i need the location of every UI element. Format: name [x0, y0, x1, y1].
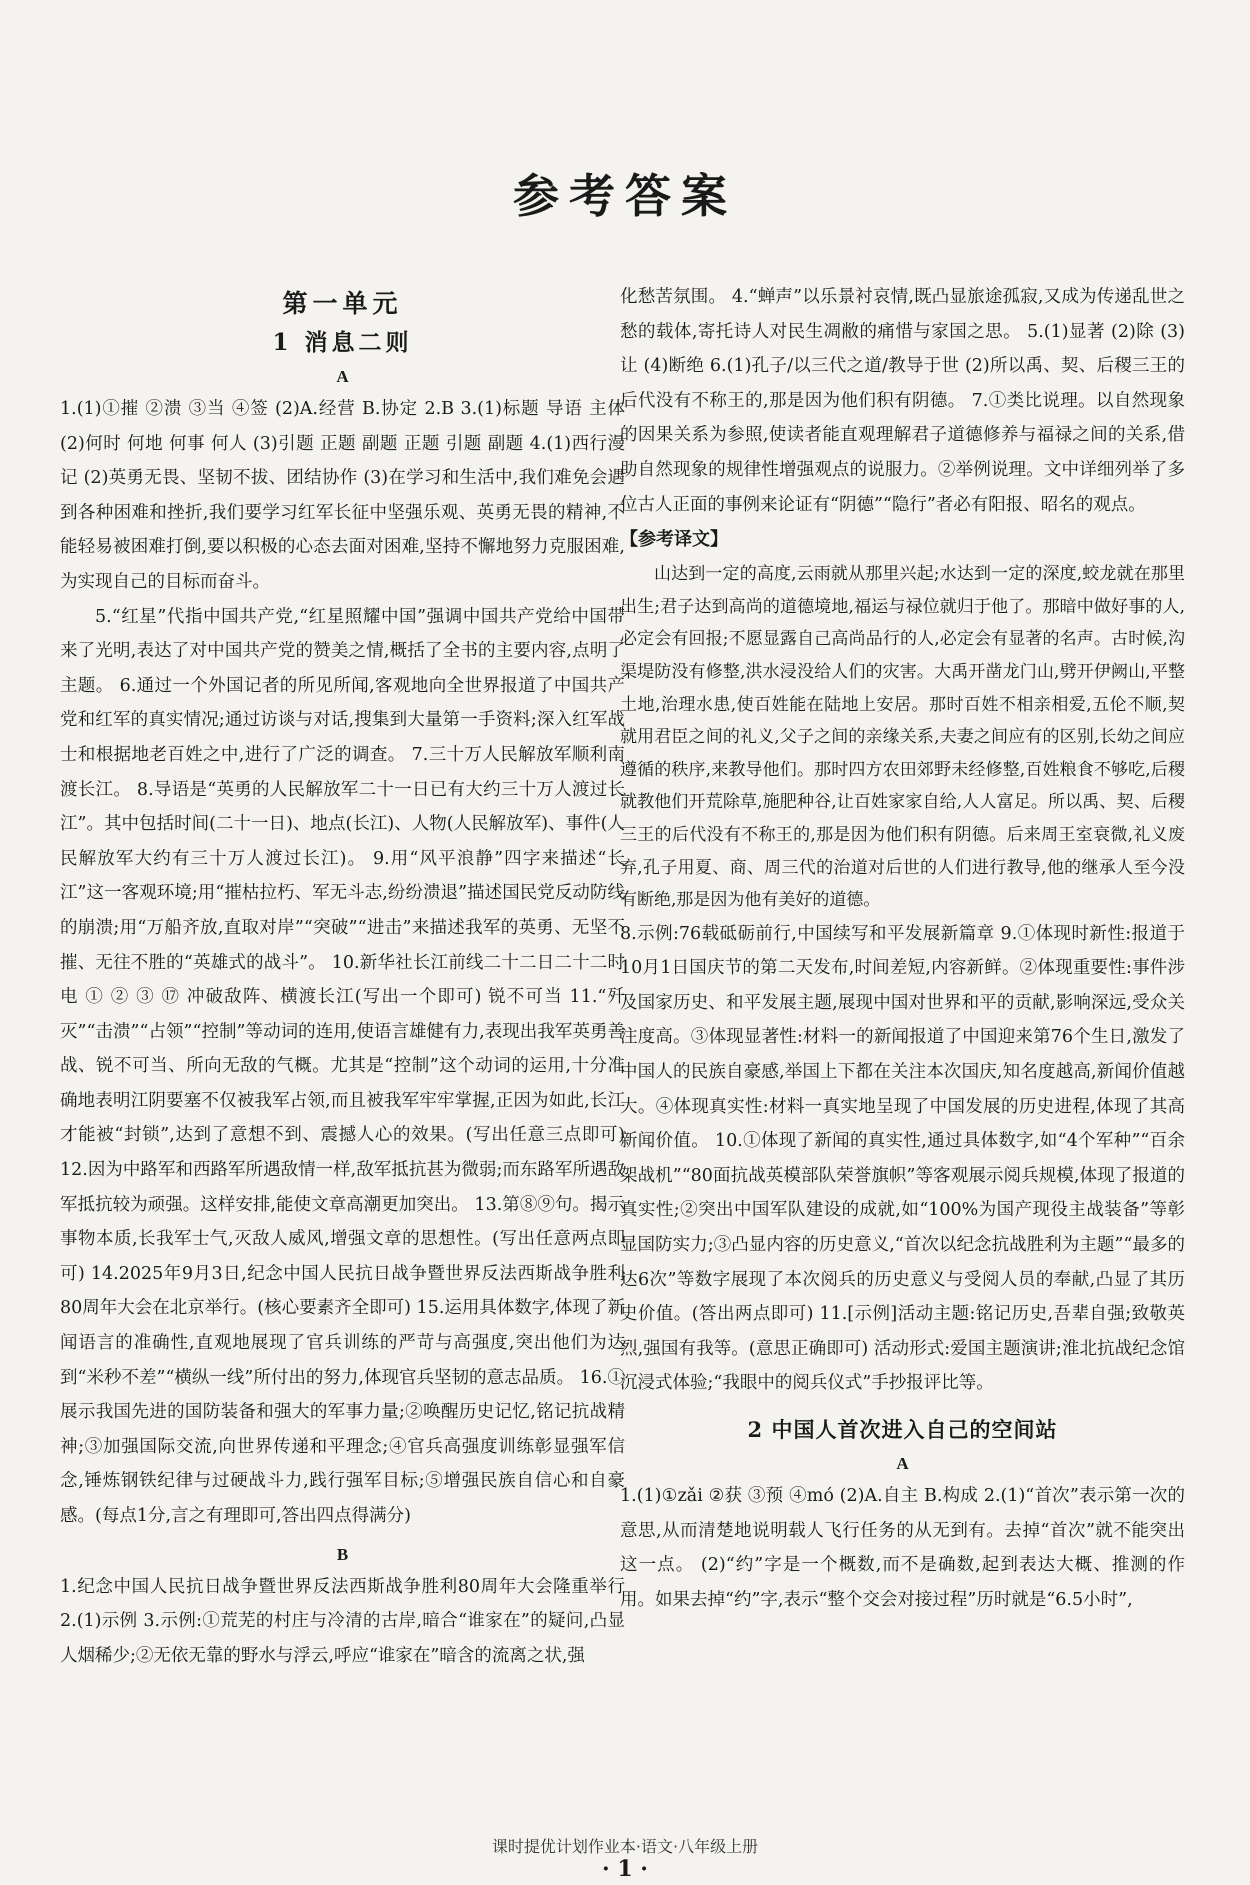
right-column: [620, 280, 1185, 1617]
answer-paragraph: 5.“红星”代指中国共产党,“红星照耀中国”强调中国共产党给中国带来了光明,表达了对中国共产党的赞美之情,概括了全书的主要内容,点明了主题。 6.通过一个外国记者的所见所闻,客观地向全世界报道了中国共产党和红军的真实情况;通过访谈与对话,搜集到大量第一手资料;深入红军战士和根据地老百姓之中,进行了广泛的调查。 7.三十万人民解放军顺利南渡长江。 8.导语是“英勇的人民解放军二十一日已有大约三十万人渡过长江”。其中包括时间(二十一日)、地点(长江)、人物(人民解放军)、事件(人民解放军大约有三十万人渡过长江)。 9.用“风平浪静”四字来描述“长江”这一客观环境;用“摧枯拉朽、军无斗志,纷纷溃退”描述国民党反动防线的崩溃;用“万船齐放,直取对岸”“突破”“进击”来描述我军的英勇、无坚不摧、无往不胜的“英雄式的战斗”。 10.新华社长江前线二十二日二十二时电 ① ② ③ ⑰ 冲破敌阵、横渡长江(写出一个即可) 锐不可当 11.“歼灭”“击溃”“占领”“控制”等动词的连用,使语言雄健有力,表现出我军英勇善战、锐不可当、所向无敌的气概。尤其是“控制”这个动词的运用,十分准确地表明江阴要塞不仅被我军占领,而且被我军牢牢掌握,正因为如此,长江才能被“封锁”,达到了意想不到、震撼人心的效果。(写出任意三点即可) 12.因为中路军和西路军所遇敌情一样,敌军抵抗甚为微弱;而东路军所遇敌军抵抗较为顽强。这样安排,能使文章高潮更加突出。 13.第⑧⑨句。揭示事物本质,长我军士气,灭敌人威风,增强文章的思想性。(写出任意两点即可) 14.2025年9月3日,纪念中国人民抗日战争暨世界反法西斯战争胜利80周年大会在北京举行。(核心要素齐全即可) 15.运用具体数字,体现了新闻语言的准确性,直观地展现了官兵训练的严苛与高强度,突出他们为达到“米秒不差”“横纵一线”所付出的努力,体现官兵坚韧的意志品质。 16.①展示我国先进的国防装备和强大的军事力量;②唤醒历史记忆,铭记抗战精神;③加强国际交流,向世界传递和平理念;④官兵高强度训练彰显强军信念,锤炼钢铁纪律与过硬战斗力,践行强军目标;⑤增强民族自信心和自豪感。(每点1分,言之有理即可,答出四点得满分): [60, 606, 625, 1526]
lesson-heading: 1 消息二则: [272, 329, 413, 356]
answer-paragraph: 8.示例:76载砥砺前行,中国续写和平发展新篇章 9.①体现时新性:报道于10月1日国庆节的第二天发布,时间差短,内容新鲜。②体现重要性:事件涉及国家历史、和平发展主题,展现中国对世界和平的贡献,影响深远,受众关注度高。③体现显著性:材料一的新闻报道了中国迎来第76个生日,激发了中国人的民族自豪感,举国上下都在关注本次国庆,知名度越高,新闻价值越大。④体现真实性:材料一真实地呈现了中国发展的历史进程,体现了其高新闻价值。 10.①体现了新闻的真实性,通过具体数字,如“4个军种”“百余架战机”“80面抗战英模部队荣誉旗帜”等客观展示阅兵规模,体现了报道的真实性;②突出中国军队建设的成就,如“100%为国产现役主战装备”等彰显国防实力;③凸显内容的历史意义,“首次以纪念抗战胜利为主题”“最多的达6次”等数字展现了本次阅兵的历史意义与受阅人员的奉献,凸显了其历史价值。(答出两点即可) 11.[示例]活动主题:铭记历史,吾辈自强;致敬英烈,强国有我等。(意思正确即可) 活动形式:爱国主题演讲;淮北抗战纪念馆沉浸式体验;“我眼中的阅兵仪式”手抄报评比等。: [620, 923, 1185, 1394]
lesson-heading: 2 中国人首次进入自己的空间站: [747, 1417, 1058, 1442]
section-heading: A: [336, 367, 349, 386]
reference-translation-heading: 【参考译文】: [620, 529, 728, 551]
answer-paragraph: 1.(1)①zǎi ②获 ③预 ④mó (2)A.自主 B.构成 2.(1)“首次”表示第一次的意思,从而清楚地说明载人飞行任务的从无到有。去掉“首次”就不能突出这一点。 (2)“约”字是一个概数,而不是确数,起到表达大概、推测的作用。如果去掉“约”字,表示“整个交会对接过程”历时就是“6.5小时”,: [620, 1486, 1185, 1610]
page-number: · 1 ·: [602, 1856, 648, 1882]
unit-heading: 第一单元: [282, 289, 403, 318]
answer-paragraph: 化愁苦氛围。 4.“蝉声”以乐景衬哀情,既凸显旅途孤寂,又成为传递乱世之愁的载体,寄托诗人对民生凋敝的痛惜与家国之思。 5.(1)显著 (2)除 (3)让 (4)断绝 6.(1)孔子/以三代之道/教导于世 (2)所以禹、契、后稷三王的后代没有不称王的,那是因为他们积有阴德。 7.①类比说理。以自然现象的因果关系为参照,使读者能直观理解君子道德修养与福禄之间的关系,借助自然现象的规律性增强观点的说服力。②举例说理。文中详细列举了多位古人正面的事例来论证有“阴德”“隐行”者必有阳报、昭名的观点。: [620, 287, 1185, 515]
answer-paragraph: 1.纪念中国人民抗日战争暨世界反法西斯战争胜利80周年大会隆重举行 2.(1)示例 3.示例:①荒芜的村庄与冷清的古岸,暗合“谁家在”的疑问,凸显人烟稀少;②无依无靠的野水与浮云,呼应“谁家在”暗含的流离之状,强: [60, 1576, 625, 1666]
left-column: [60, 284, 625, 1673]
book-footer: 课时提优计划作业本·语文·八年级上册: [491, 1837, 759, 1856]
answer-paragraph: 1.(1)①摧 ②溃 ③当 ④签 (2)A.经营 B.协定 2.B 3.(1)标题 导语 主体 (2)何时 何地 何事 何人 (3)引题 正题 副题 正题 引题 副题 4.(1)西行漫记 (2)英勇无畏、坚韧不拔、团结协作 (3)在学习和生活中,我们难免会遇到各种困难和挫折,我们要学习红军长征中坚强乐观、英勇无畏的精神,不能轻易被困难打倒,要以积极的心态去面对困难,坚持不懈地努力克服困难,为实现自己的目标而奋斗。: [60, 399, 625, 592]
section-heading: B: [336, 1544, 349, 1564]
page-title: 参考答案: [513, 169, 737, 223]
section-heading: A: [896, 1454, 909, 1473]
reference-translation: 山达到一定的高度,云雨就从那里兴起;水达到一定的深度,蛟龙就在那里出生;君子达到高尚的道德境地,福运与禄位就归于他了。那暗中做好事的人,必定会有回报;不愿显露自己高尚品行的人,必定会有显著的名声。古时候,沟渠堤防没有修整,洪水浸没给人们的灾害。大禹开凿龙门山,劈开伊阙山,平整土地,治理水患,使百姓能在陆地上安居。那时百姓不相亲相爱,五伦不顺,契就用君臣之间的礼义,父子之间的亲缘关系,夫妻之间应有的区别,长幼之间应遵循的秩序,来教导他们。那时四方农田郊野未经修整,百姓粮食不够吃,后稷就教他们开荒除草,施肥种谷,让百姓家家自给,人人富足。所以禹、契、后稷三王的后代没有不称王的,那是因为他们积有阴德。后来周王室衰微,礼义废弃,孔子用夏、商、周三代的治道对后世的人们进行教导,他的继承人至今没有断绝,那是因为他有美好的道德。: [620, 564, 1185, 911]
